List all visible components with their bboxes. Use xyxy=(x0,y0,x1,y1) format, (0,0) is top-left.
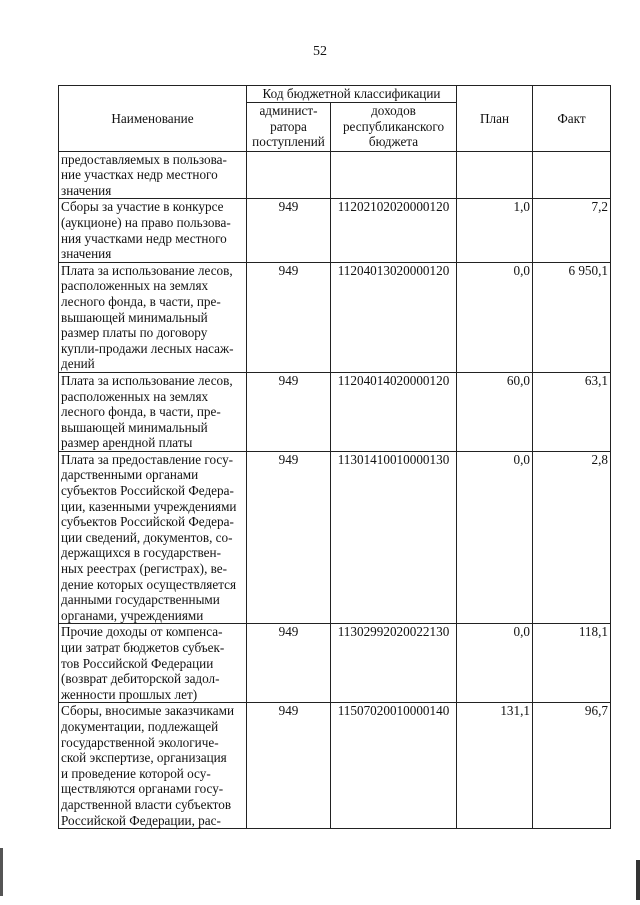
row-name-line: лесного фонда, в части, пре- xyxy=(61,404,221,420)
row-name-line: дений xyxy=(61,356,95,372)
table-row xyxy=(59,262,611,372)
row-name-line: вышающей минимальный xyxy=(61,419,208,435)
header-plan: План xyxy=(457,86,533,152)
row-name xyxy=(59,624,247,703)
table-row xyxy=(59,624,611,703)
row-admin-code: 949 xyxy=(247,372,331,451)
row-admin-code: 949 xyxy=(247,199,331,262)
row-name-line: дарственными органами xyxy=(61,467,199,483)
scan-edge-mark xyxy=(0,848,3,896)
row-income-code xyxy=(331,151,457,199)
row-plan-value: 1,0 xyxy=(457,199,533,262)
table-row xyxy=(59,372,611,451)
row-fact-value xyxy=(533,151,611,199)
row-income-code: 11204014020000120 xyxy=(331,372,457,451)
row-name-line: вышающей минимальный xyxy=(61,309,208,325)
row-plan-value: 60,0 xyxy=(457,372,533,451)
row-admin-code: 949 xyxy=(247,451,331,624)
row-name-line: купли-продажи лесных насаж- xyxy=(61,340,234,356)
row-name-line: органами, учреждениями xyxy=(61,607,204,623)
row-admin-code: 949 xyxy=(247,262,331,372)
row-name-line: ния участками недр местного xyxy=(61,230,227,246)
row-admin-code: 949 xyxy=(247,703,331,829)
row-name-line: Плата за предоставление госу- xyxy=(61,451,234,467)
row-name-line: лесного фонда, в части, пре- xyxy=(61,293,221,309)
table-row xyxy=(59,151,611,199)
header-name: Наименование xyxy=(59,86,247,152)
row-name-line: субъектов Российской Федера- xyxy=(61,514,234,530)
row-name-line: расположенных на землях xyxy=(61,278,209,294)
row-name-line: и проведение которой осу- xyxy=(61,765,211,781)
row-name-line: ние участках недр местного xyxy=(61,167,218,183)
row-income-code: 11202102020000120 xyxy=(331,199,457,262)
row-fact-value: 63,1 xyxy=(533,372,611,451)
row-name xyxy=(59,703,247,829)
header-admin-code: админист- ратора поступлений xyxy=(247,102,331,151)
row-name-line: ции затрат бюджетов субъек- xyxy=(61,640,225,655)
row-name xyxy=(59,262,247,372)
row-plan-value: 0,0 xyxy=(457,624,533,703)
row-name xyxy=(59,372,247,451)
row-name-line: размер арендной платы xyxy=(61,435,193,451)
row-name-line: Сборы, вносимые заказчиками xyxy=(61,703,235,719)
header-fact: Факт xyxy=(533,86,611,152)
row-name-line: ции, казенными учреждениями xyxy=(61,498,237,514)
row-name-line: Плата за использование лесов, xyxy=(61,262,233,278)
row-name-line: предоставляемых в пользова- xyxy=(61,151,227,167)
row-name-line: ных реестрах (регистрах), ве- xyxy=(61,561,228,577)
row-name-line: тов Российской Федерации xyxy=(61,655,214,671)
header-income-code: доходов республиканского бюджета xyxy=(331,102,457,151)
row-fact-value: 118,1 xyxy=(533,624,611,703)
row-name xyxy=(59,151,247,199)
row-income-code: 11301410010000130 xyxy=(331,451,457,624)
row-plan-value: 131,1 xyxy=(457,703,533,829)
budget-revenue-table xyxy=(58,85,611,829)
row-name-line: значения xyxy=(61,182,112,198)
row-income-code: 11204013020000120 xyxy=(331,262,457,372)
table-row xyxy=(59,199,611,262)
row-plan-value: 0,0 xyxy=(457,451,533,624)
row-name-line: Российской Федерации, рас- xyxy=(61,812,221,828)
row-name xyxy=(59,451,247,624)
page-number: 52 xyxy=(313,44,327,59)
row-fact-value: 96,7 xyxy=(533,703,611,829)
row-name-line: дарственной власти субъектов xyxy=(61,796,232,812)
row-income-code: 11507020010000140 xyxy=(331,703,457,829)
row-name-line: Плата за использование лесов, xyxy=(61,372,233,388)
row-name-line: Сборы за участие в конкурсе xyxy=(61,199,224,215)
row-name-line: дение которых осуществляется xyxy=(61,576,237,592)
row-income-code: 11302992020022130 xyxy=(331,624,457,703)
row-name-line: (возврат дебиторской задол- xyxy=(61,671,220,687)
row-admin-code: 949 xyxy=(247,624,331,703)
row-fact-value: 7,2 xyxy=(533,199,611,262)
row-plan-value: 0,0 xyxy=(457,262,533,372)
table-row xyxy=(59,451,611,624)
row-admin-code xyxy=(247,151,331,199)
row-name-line: расположенных на землях xyxy=(61,388,209,404)
row-fact-value: 6 950,1 xyxy=(533,262,611,372)
header-budget-code-group: Код бюджетной классификации xyxy=(247,86,457,103)
row-name-line: (аукционе) на право пользова- xyxy=(61,214,231,230)
table-body xyxy=(59,151,611,829)
scan-edge-mark xyxy=(636,860,640,900)
row-name-line: значения xyxy=(61,246,112,262)
row-name-line: ции сведений, документов, со- xyxy=(61,529,233,545)
row-name-line: Прочие доходы от компенса- xyxy=(61,624,223,640)
row-name-line: субъектов Российской Федера- xyxy=(61,483,234,499)
row-name-line: размер платы по договору xyxy=(61,325,208,341)
row-fact-value: 2,8 xyxy=(533,451,611,624)
row-name-line: держащихся в государствен- xyxy=(61,545,221,561)
row-name xyxy=(59,199,247,262)
row-name-line: государственной экологиче- xyxy=(61,734,219,750)
row-name-line: женности прошлых лет) xyxy=(61,686,198,702)
row-name-line: данными государственными xyxy=(61,592,220,608)
table-row xyxy=(59,703,611,829)
row-plan-value xyxy=(457,151,533,199)
row-name-line: ской экспертизе, организация xyxy=(61,750,227,766)
row-name-line: документации, подлежащей xyxy=(61,718,219,734)
row-name-line: ществляются органами госу- xyxy=(61,781,224,797)
